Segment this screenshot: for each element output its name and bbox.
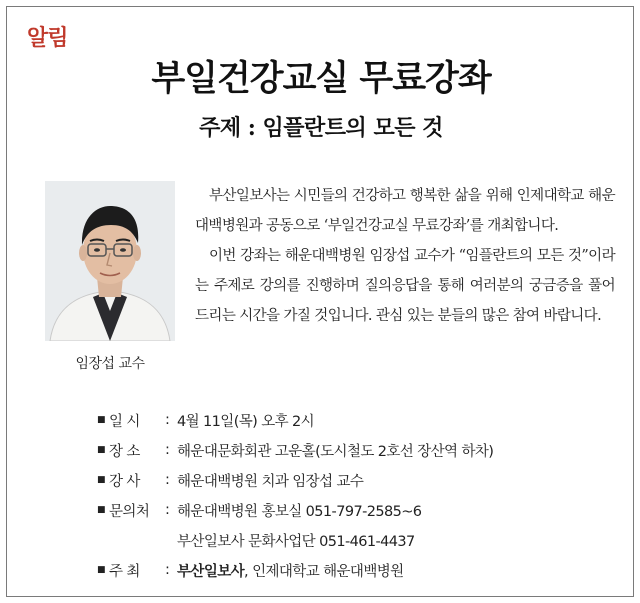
- bullet-icon: ■: [97, 475, 105, 485]
- bullet-icon: ■: [97, 445, 105, 455]
- info-label: 문의처: [109, 503, 150, 520]
- bullet-icon: ■: [97, 565, 105, 575]
- notice-label: 알림: [27, 26, 68, 51]
- info-colon: :: [165, 442, 170, 458]
- lecturer-photo: [45, 181, 175, 341]
- info-row-lecturer: [97, 465, 617, 495]
- info-value: 해운대문화회관 고운홀(도시철도 2호선 장산역 하차): [177, 443, 494, 460]
- info-value: [177, 560, 404, 581]
- page-title: 부일건강교실 무료강좌: [151, 58, 491, 99]
- portrait-illustration: [45, 181, 175, 341]
- info-value: 해운대백병원 치과 임장섭 교수: [177, 473, 364, 490]
- body-paragraph: 부산일보사는 시민들의 건강하고 행복한 삶을 위해 인제대학교 해운대백병원과 공동으로 ‘부일건강교실 무료강좌’를 개최합니다.: [195, 188, 615, 234]
- info-row-date: [97, 405, 617, 435]
- info-row-contact: [97, 495, 617, 525]
- info-label: 주 최: [109, 563, 140, 580]
- bullet-icon: ■: [97, 415, 105, 425]
- notice-frame: [6, 6, 634, 597]
- info-row-contact-2: [97, 525, 617, 555]
- announcement-body: [195, 181, 615, 331]
- info-row-host: [97, 555, 617, 585]
- info-value: 4월 11일(목) 오후 2시: [177, 413, 315, 430]
- bullet-icon: ■: [97, 505, 105, 515]
- info-value: 부산일보사 문화사업단 051-461-4437: [177, 533, 415, 550]
- info-row-place: [97, 435, 617, 465]
- info-label: 장 소: [109, 443, 140, 460]
- info-label: 강 사: [109, 473, 140, 490]
- info-colon: :: [165, 562, 170, 578]
- info-colon: :: [165, 412, 170, 428]
- info-colon: :: [165, 472, 170, 488]
- body-paragraph: 이번 강좌는 해운대백병원 임장섭 교수가 “임플란트의 모든 것”이라는 주제로 강의를 진행하며 질의응답을 통해 여러분의 궁금증을 풀어드리는 시간을 가질 것입니다. 관심 있는 분들의 많은 참여 바랍니다.: [195, 248, 615, 324]
- lecturer-caption: 임장섭 교수: [75, 356, 145, 372]
- info-colon: :: [165, 502, 170, 518]
- info-value: 해운대백병원 홍보실 051-797-2585~6: [177, 503, 422, 520]
- host-organizer: 부산일보사: [177, 563, 245, 580]
- info-label: 일 시: [109, 413, 140, 430]
- event-info: [97, 405, 617, 585]
- page-subtitle: 주제 : 임플란트의 모든 것: [199, 115, 443, 141]
- host-cohost: , 인제대학교 해운대백병원: [244, 563, 404, 580]
